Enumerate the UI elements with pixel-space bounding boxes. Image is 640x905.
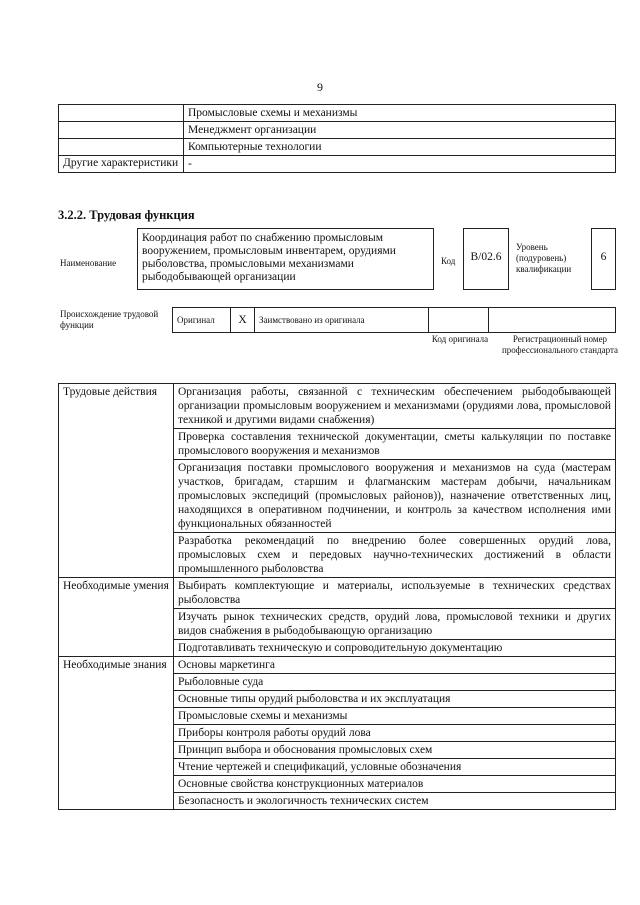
skill-item: Изучать рынок технических средств, орудий лова, промысловой техники и других видов снабжения в рыбодобывающую организацию [174,609,616,640]
knowledge-item: Принцип выбора и обоснования промысловых схем [174,742,616,759]
top-table [58,104,616,173]
level-value-box: 6 [591,228,616,290]
code-original-cell [429,308,489,332]
origin-row [172,307,616,333]
table-cell [59,139,184,156]
knowledge-label: Необходимые знания [59,657,174,810]
origin-label: Происхождение трудовой функции [60,309,159,330]
table-cell: Менеджмент организации [184,122,616,139]
skill-item: Выбирать комплектующие и материалы, используемые в технических средствах рыболовства [174,578,616,609]
code-original-caption: Код оригинала [431,334,489,344]
other-characteristics-value: - [184,156,616,173]
borrowed-label: Заимствовано из оригинала [255,308,429,332]
knowledge-item: Безопасность и экологичность технических систем [174,793,616,810]
skills-label: Необходимые умения [59,578,174,657]
table-cell: Промысловые схемы и механизмы [184,105,616,122]
labor-action-item: Проверка составления технической документации, сметы калькуляции по поставке промыслового вооружения и механизмов [174,429,616,460]
table-row [59,105,616,122]
original-label: Оригинал [173,308,231,332]
table-cell [59,122,184,139]
knowledge-item: Основы маркетинга [174,657,616,674]
naming-label: Наименование [60,258,117,268]
labor-action-item: Организация работы, связанной с техническим обеспечением рыбодобывающей организации промысловым вооружением и механизмами (орудиями лова, промысловой техникой и другими видами снабжения) [174,384,616,429]
level-label: Уровень (подуровень) квалификации [516,242,572,274]
main-table [58,383,616,810]
reg-number-caption: Регистрационный номер профессионального стандарта [501,334,619,355]
table-row [59,156,616,173]
knowledge-item: Чтение чертежей и спецификаций, условные обозначения [174,759,616,776]
labor-actions-label: Трудовые действия [59,384,174,578]
code-value-box: В/02.6 [463,228,509,290]
table-row [59,384,616,429]
knowledge-item: Приборы контроля работы орудий лова [174,725,616,742]
table-cell: Компьютерные технологии [184,139,616,156]
other-characteristics-label: Другие характеристики [59,156,184,173]
reg-number-cell [489,308,615,332]
table-row [59,578,616,609]
function-name-box: Координация работ по снабжению промысловым вооружением, промысловым инвентарем, орудиями рыболовства, промысловыми механизмами рыбодобывающей организации [137,228,434,290]
original-mark: X [231,308,255,332]
table-row [59,139,616,156]
knowledge-item: Основные типы орудий рыболовства и их эксплуатация [174,691,616,708]
table-row [59,122,616,139]
knowledge-item: Промысловые схемы и механизмы [174,708,616,725]
labor-action-item: Разработка рекомендаций по внедрению более совершенных орудий лова, промысловых схем и передовых научно-технических достижений в области промышленного рыболовства [174,533,616,578]
knowledge-item: Основные свойства конструкционных материалов [174,776,616,793]
code-label: Код [441,256,456,266]
table-row [59,657,616,674]
page-number: 9 [317,80,323,94]
skill-item: Подготавливать техническую и сопроводительную документацию [174,640,616,657]
section-title: 3.2.2. Трудовая функция [58,208,195,222]
knowledge-item: Рыболовные суда [174,674,616,691]
labor-action-item: Организация поставки промыслового вооружения и механизмов на суда (мастерам участков, бригадам, старшим и флагманским мастерам добычи, начальникам промысловых экспедиций (промысловых районов)), назначение ответственных лиц, находящихся в оперативном подчинении, и контроль за качеством исполнения ими функциональных обязанностей [174,460,616,533]
table-cell [59,105,184,122]
